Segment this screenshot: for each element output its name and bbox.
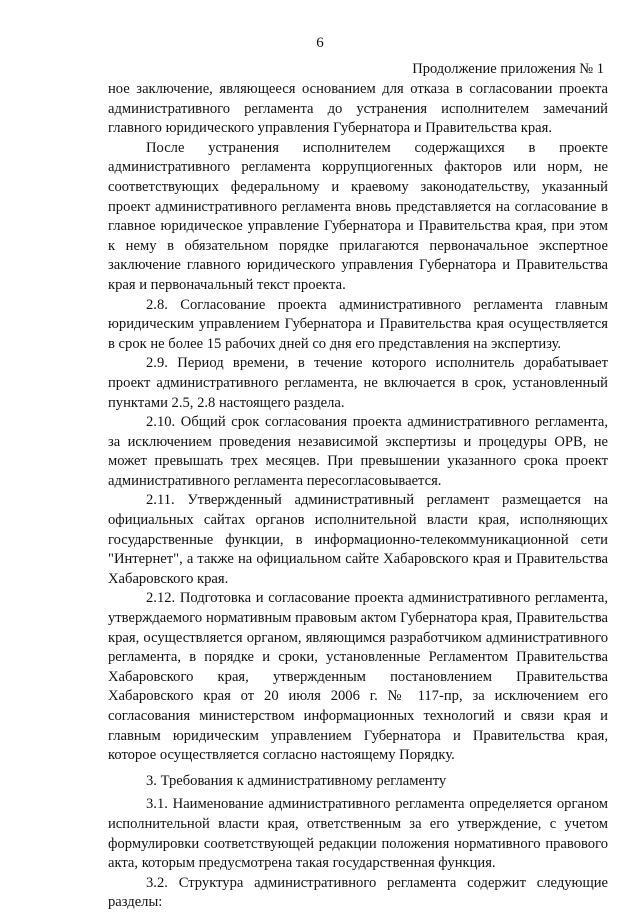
paragraph-2-10: 2.10. Общий срок согласования проекта административного регламента, за исключением проведения независимой экспертизы и процедуры ОРВ, не может превышать трех месяцев. При превышении указанного срока проект административного регламента пересогласовывается. bbox=[108, 414, 608, 489]
paragraph-after-fix: После устранения исполнителем содержащихся в проекте административного регламента коррупциогенных факторов или норм, не соответствующих федеральному и краевому законодательству, указанный проект административного регламента вновь представляется на согласование в главное юридическое управление Губернатора и Правительства края, при этом к нему в обязательном порядке прилагаются первоначальное экспертное заключение главного юридического управления Губернатора и Правительства края и первоначальный текст проекта. bbox=[108, 139, 608, 293]
paragraph-2-9: 2.9. Период времени, в течение которого исполнитель дорабатывает проект административного регламента, не включается в срок, установленный пунктами 2.5, 2.8 настоящего раздела. bbox=[108, 355, 608, 411]
continuation-note: Продолжение приложения № 1 bbox=[412, 61, 604, 77]
paragraph-continued: ное заключение, являющееся основанием для отказа в согласовании проекта административного регламента до устранения исполнителем замечаний главного юридического управления Губернатора и Правительства края. bbox=[108, 81, 608, 137]
paragraph-2-8: 2.8. Согласование проекта административного регламента главным юридическим управлением Губернатора и Правительства края осуществляется в срок не более 15 рабочих дней со дня его представления на экспертизу. bbox=[108, 296, 608, 352]
paragraph-3-1: 3.1. Наименование административного регламента определяется органом исполнительной власти края, ответственным за его утверждение, с учетом формулировки соответствующей редакции положения нормативного правового акта, которым предусмотрена такая государственная функция. bbox=[108, 796, 608, 872]
document-body bbox=[108, 80, 608, 913]
paragraph-3-2: 3.2. Структура административного регламента содержит следующие разделы: bbox=[108, 874, 608, 911]
paragraph-2-11: 2.11. Утвержденный административный регламент размещается на официальных сайтах органов исполнительной власти края, исполняющих государственные функции, в информационно-телекоммуникационной сети "Интернет", а также на официальном сайте Хабаровского края и Правительства Хабаровского края. bbox=[108, 492, 608, 587]
paragraph-2-12: 2.12. Подготовка и согласование проекта административного регламента, утверждаемого нормативным правовым актом Губернатора края, Правительства края, осуществляется органом, являющимся разработчиком административного регламента, в порядке и сроки, установленные Регламентом Правительства Хабаровского края, утвержденным постановлением Правительства Хабаровского края от 20 июля 2006 г. № 117-пр, за исключением его согласования министерством информационных технологий и связи края и главным юридическим управлением Губернатора и Правительства края, которое осуществляется согласно настоящему Порядку. bbox=[108, 590, 608, 764]
section-3-heading: 3. Требования к административному регламенту bbox=[146, 772, 447, 789]
page-number: 6 bbox=[316, 35, 324, 51]
